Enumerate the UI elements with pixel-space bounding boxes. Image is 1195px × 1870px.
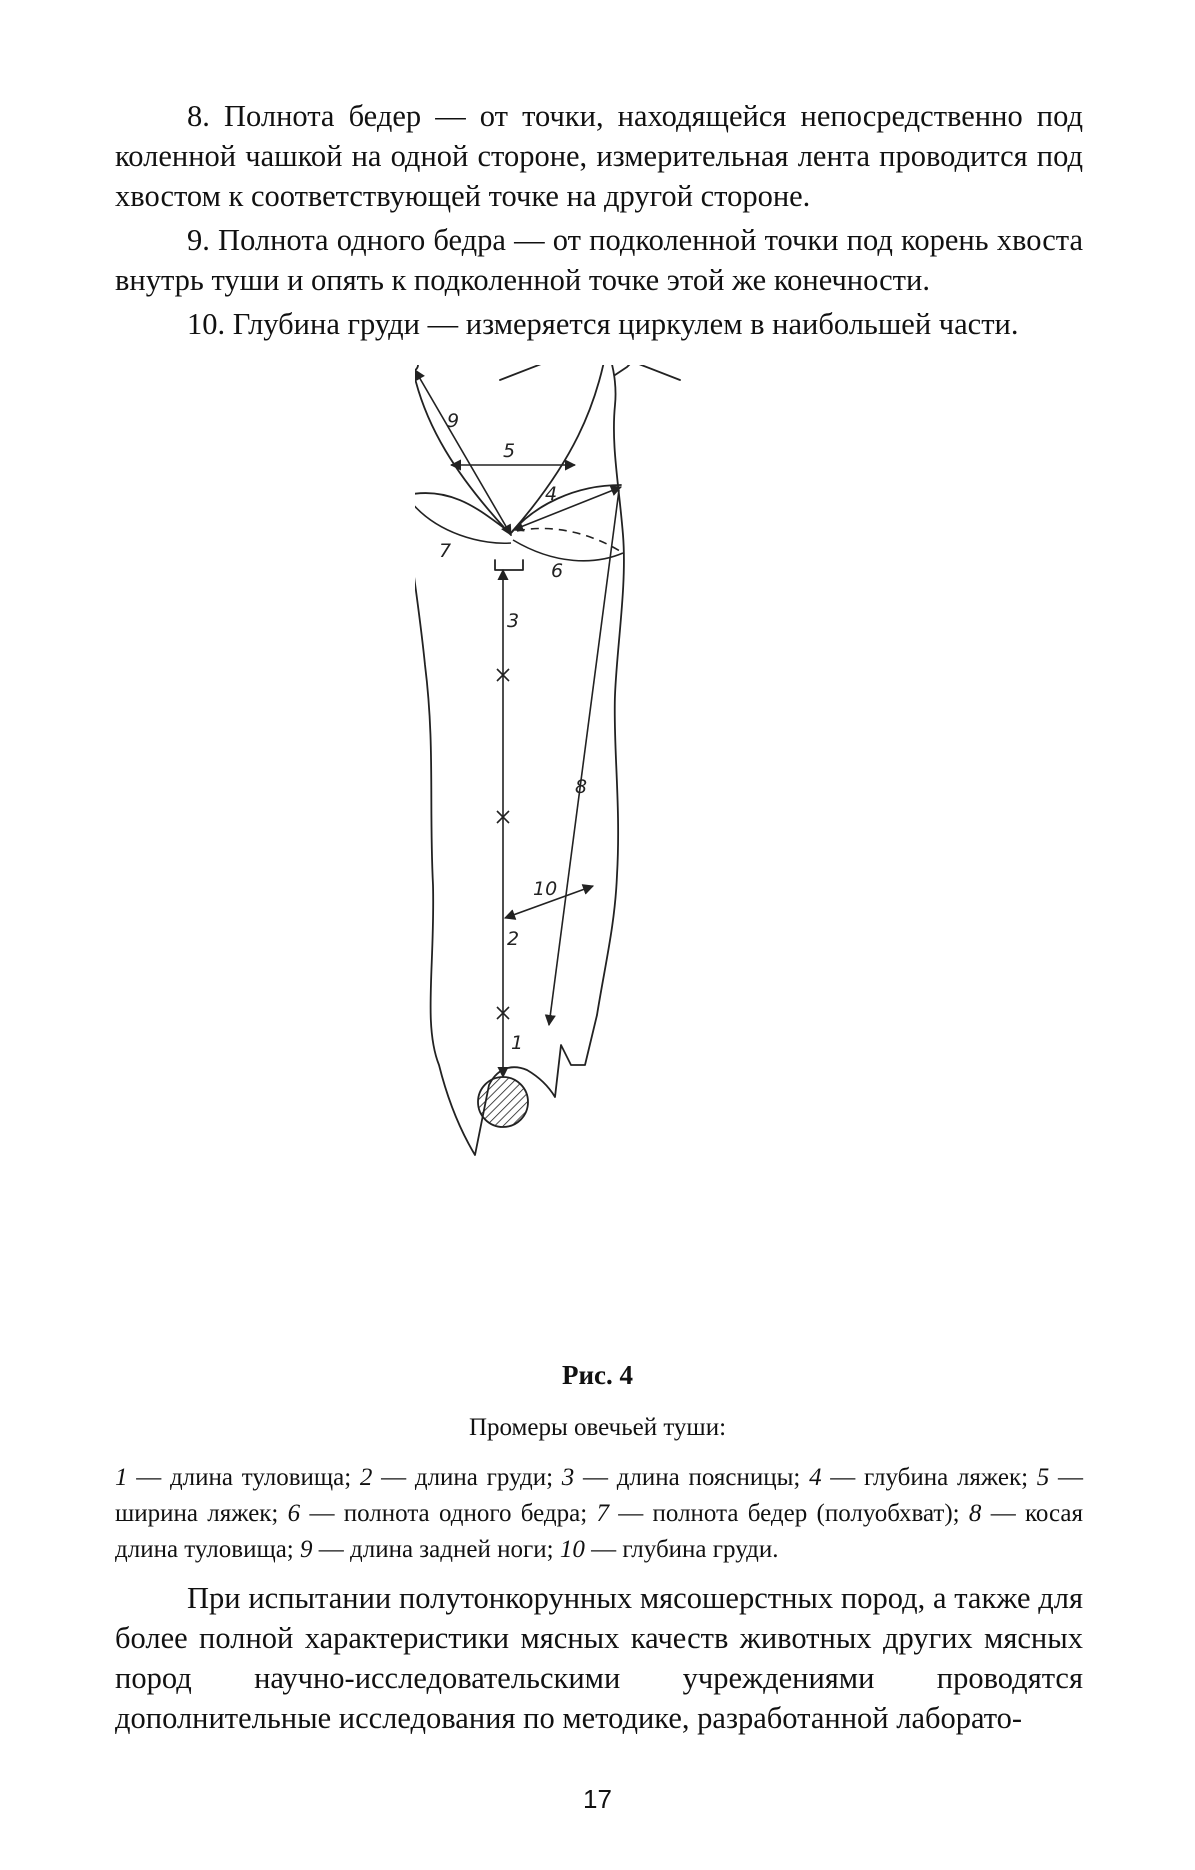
legend-num-1: 1	[115, 1464, 128, 1491]
measure-line-9	[415, 370, 511, 535]
label-7: 7	[439, 540, 452, 562]
legend-num-7: 7	[596, 1500, 609, 1527]
legend-text-6: — полнота одного бедра;	[300, 1500, 597, 1527]
legend-num-10: 10	[559, 1536, 585, 1563]
legend-num-2: 2	[359, 1464, 373, 1491]
label-5: 5	[503, 440, 516, 462]
legend-num-9: 9	[300, 1536, 313, 1563]
figure-title: Рис. 4	[561, 1360, 634, 1390]
label-1: 1	[511, 1032, 524, 1054]
carcass-drawing	[415, 365, 775, 1340]
label-6: 6	[551, 560, 564, 582]
legend-num-3: 3	[561, 1464, 575, 1491]
label-8: 8	[575, 776, 588, 798]
sheep-carcass-figure	[415, 365, 775, 1340]
legend-text-7: — полнота бедер (полуобхват);	[608, 1500, 969, 1527]
tail-stub	[495, 560, 523, 570]
figure-legend	[115, 1460, 1083, 1568]
neck-cut-circle	[478, 1077, 528, 1127]
crotch-left	[415, 493, 511, 533]
paragraph-continuation: При испытании полутонкорунных мясошерстных пород, а также для более полной характеристики мясных качеств животных других мясных пород научно-исследовательскими учреждениями проводятся дополнительные исследования по методике, разработанной лаборато-	[115, 1581, 1083, 1735]
label-4: 4	[545, 483, 558, 505]
measure-line-4	[513, 487, 621, 530]
legend-text-1: — длина туловища;	[127, 1464, 360, 1491]
label-3: 3	[507, 610, 520, 632]
legend-text-5: — ширина ляжек;	[115, 1464, 1084, 1527]
legend-num-8: 8	[968, 1500, 982, 1527]
paragraph-item-9: 9. Полнота одного бедра — от подколенной точки под корень хвоста внутрь туши и опять к подколенной точке этой же конечности.	[115, 223, 1083, 297]
legend-num-6: 6	[287, 1500, 301, 1527]
legend-text-10: — глубина груди.	[584, 1536, 779, 1563]
legend-text-8: — косая длина туловища;	[115, 1500, 1083, 1563]
text-block-top	[115, 96, 1083, 344]
legend-text-3: — длина поясницы;	[574, 1464, 810, 1491]
legend-num-5: 5	[1036, 1464, 1050, 1491]
label-9: 9	[447, 410, 460, 432]
hanging-hook	[500, 365, 680, 380]
legend-text-4: — глубина ляжек;	[821, 1464, 1037, 1491]
paragraph-item-8: 8. Полнота бедер — от точки, находящейся непосредственно под коленной чашкой на одной стороне, измерительная лента проводится под хвостом к соответствующей точке на другой стороне.	[115, 99, 1083, 213]
paragraph-item-10: 10. Глубина груди — измеряется циркулем в наибольшей части.	[187, 307, 1019, 341]
legend-num-4: 4	[809, 1464, 822, 1491]
label-2: 2	[507, 928, 520, 950]
page-number: 17	[583, 1784, 612, 1814]
right-hoof-spur	[615, 365, 637, 375]
legend-text-9: — длина задней ноги;	[312, 1536, 560, 1563]
legend-text-2: — длина груди;	[372, 1464, 562, 1491]
right-leg-inner	[511, 365, 605, 533]
text-block-bottom	[115, 1578, 1083, 1738]
label-10: 10	[533, 878, 558, 900]
figure-subtitle: Промеры овечьей туши:	[468, 1414, 727, 1441]
